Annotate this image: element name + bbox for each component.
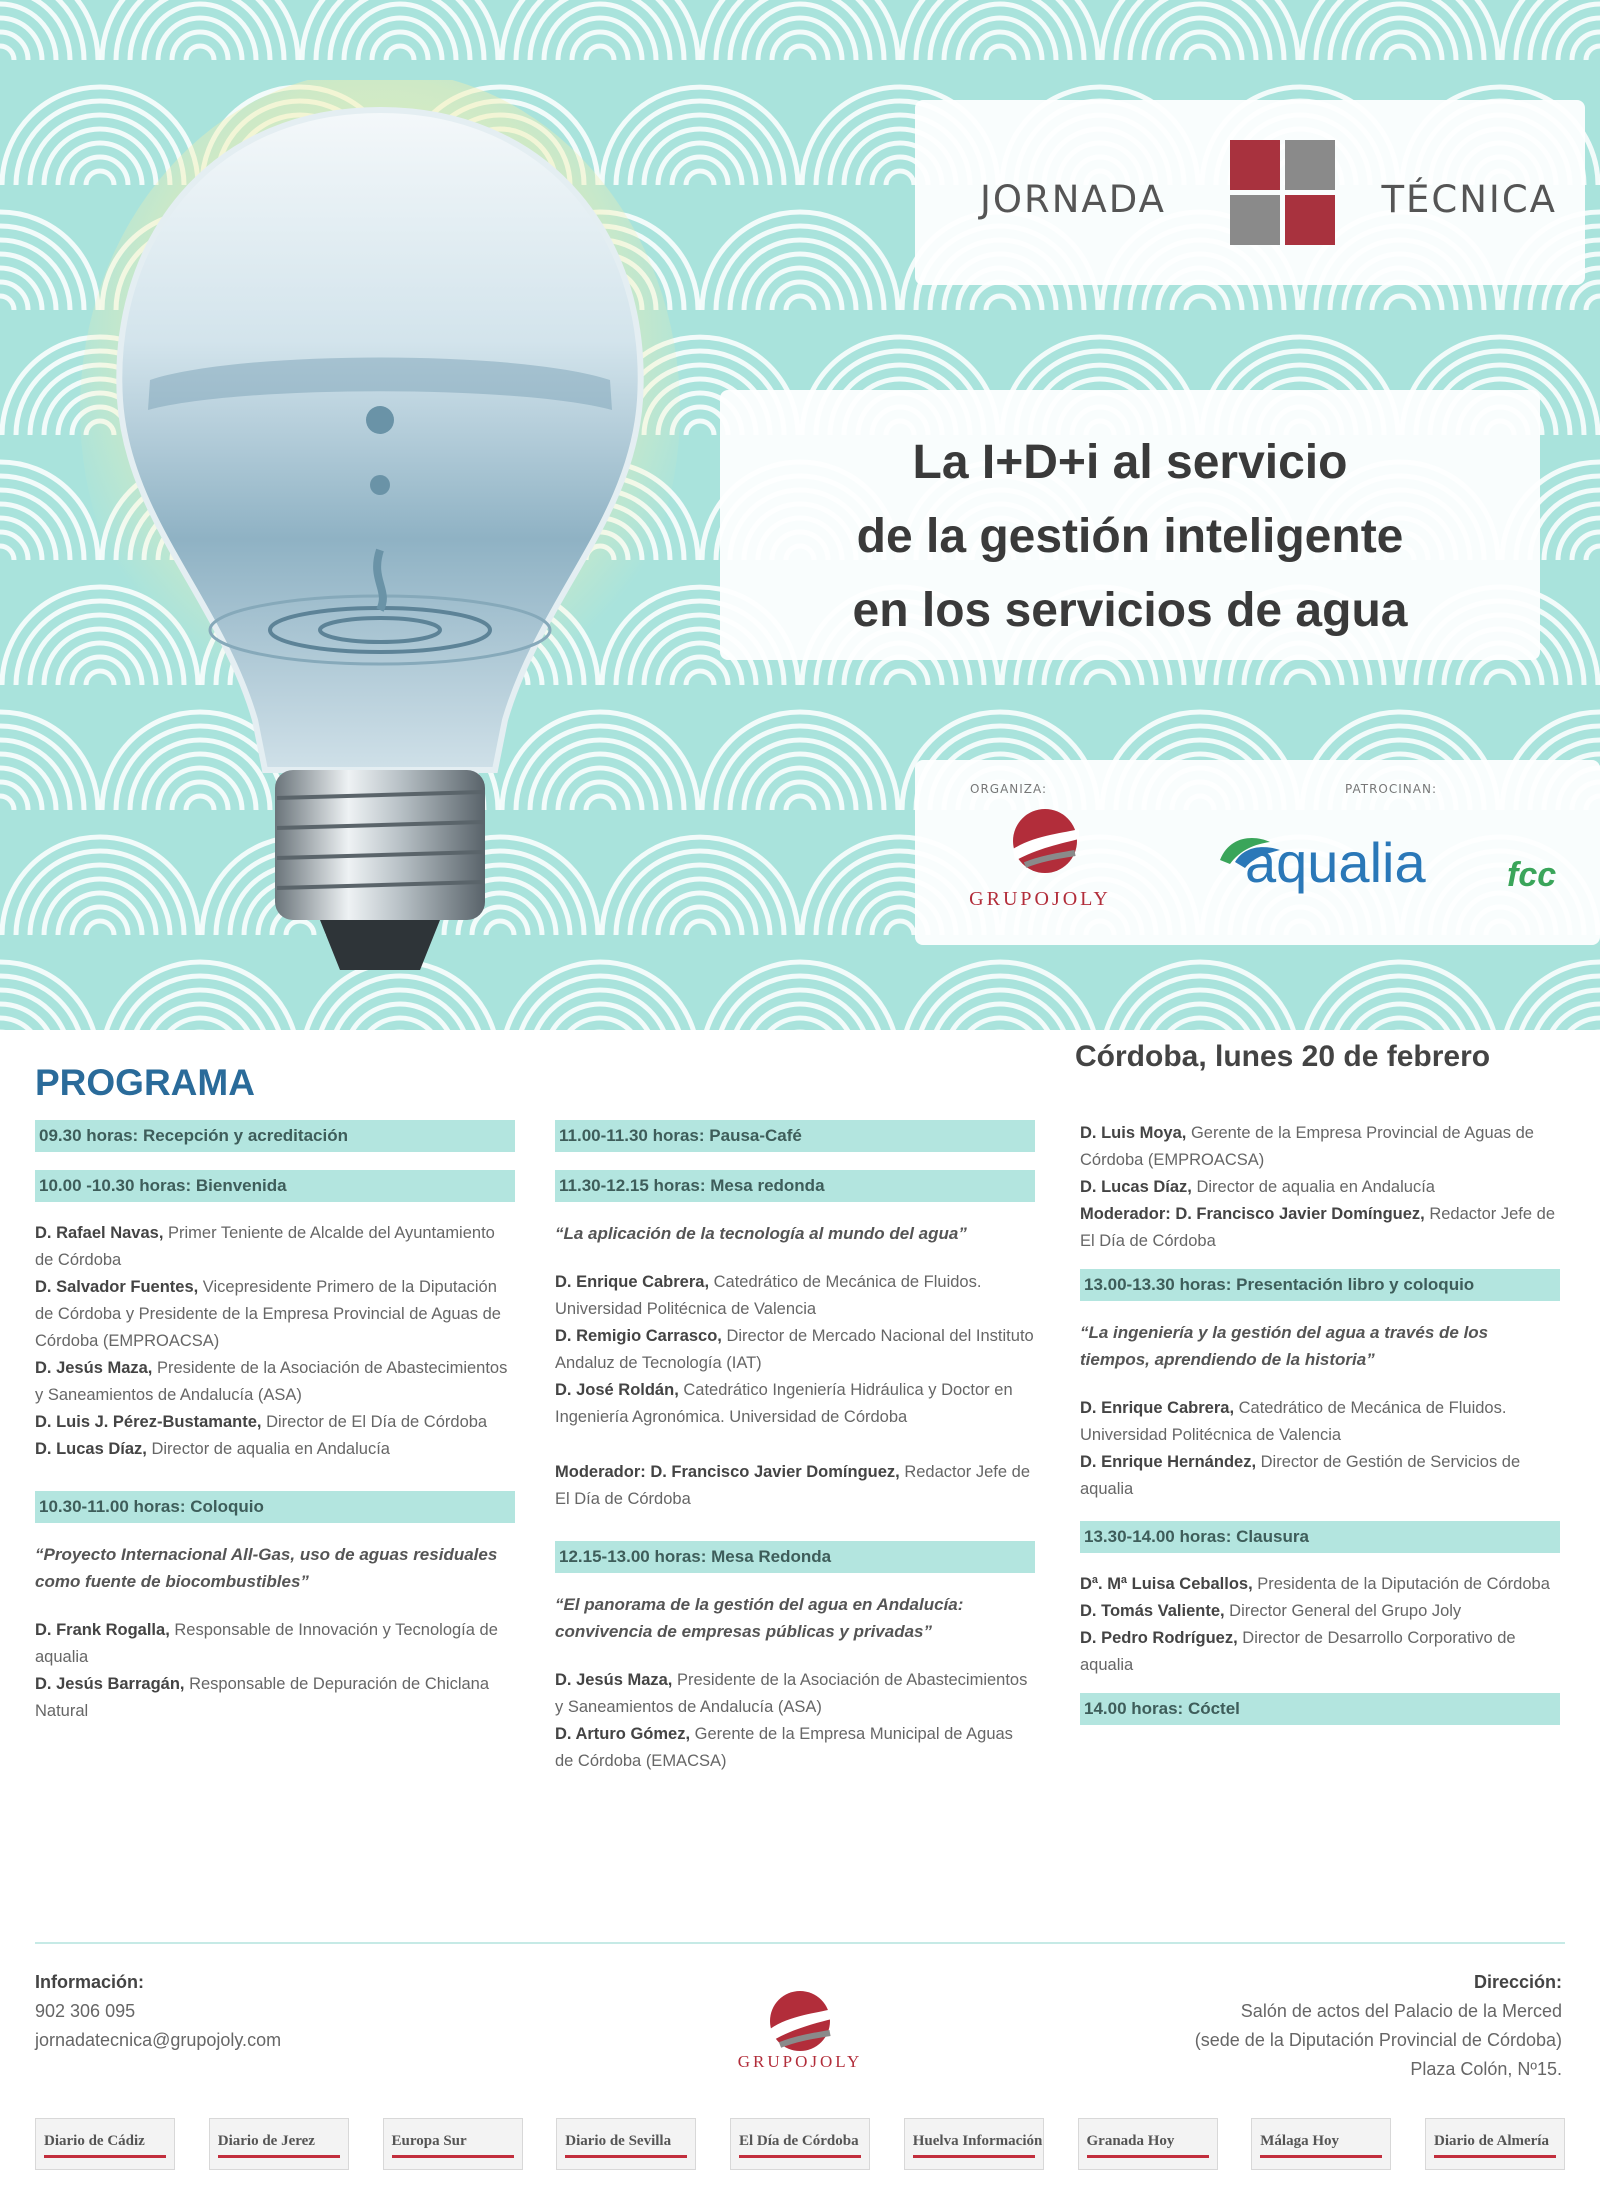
newspaper-accent-bar [1260,2155,1382,2158]
speaker-name: D. Frank Rogalla, [35,1621,170,1639]
speaker-role: Presidente de la Asociación de Abastecimientos y Saneamientos de Andalucía (ASA) [35,1359,508,1404]
moderator-label: Moderador: [555,1463,646,1481]
wave-swirl [702,712,898,810]
speaker-name: D. Tomás Valiente, [1080,1602,1225,1620]
event-title: La I+D+i al servicio de la gestión inteligente en los servicios de agua [852,436,1408,637]
newspaper-accent-bar [1434,2155,1556,2158]
newspaper-accent-bar [565,2155,687,2158]
wave-swirl [902,962,1098,1030]
session-topic: “Proyecto Internacional All-Gas, uso de aguas residuales como fuente de biocombustibles” [35,1545,498,1591]
moderator-role: Redactor Jefe de El Día de Córdoba [555,1463,1030,1508]
speaker-role: Primer Teniente de Alcalde del Ayuntamiento de Córdoba [35,1224,495,1269]
speaker-name: D. José Roldán, [555,1381,679,1399]
wave-swirl [702,212,898,310]
newspaper-name: Europa Sur [391,2133,467,2149]
newspaper-name: Diario de Jerez [217,2133,315,2149]
patrocina-label: PATROCINAN: [1345,782,1437,796]
speaker-name: D. Jesús Maza, [35,1359,153,1377]
program-column-1 [35,1120,515,1725]
fcc-wordmark: fcc [1507,856,1557,894]
moderator-block [555,1459,1035,1513]
speaker-list [35,1220,515,1463]
speaker-list [1080,1395,1560,1503]
organiza-label: ORGANIZA: [970,782,1048,796]
speaker-list [1080,1571,1560,1679]
speaker-name: D. Jesús Barragán, [35,1675,185,1693]
newspaper-logo [904,2118,1044,2170]
speaker-role: Director de Mercado Nacional del Instituto Andaluz de Tecnología (IAT) [555,1327,1034,1372]
newspaper-accent-bar [44,2155,166,2158]
newspaper-name: Diario de Cádiz [44,2133,145,2149]
speaker-role: Catedrático de Mecánica de Fluidos. Universidad Politécnica de Valencia [1080,1399,1507,1444]
speaker-role: Gerente de la Empresa Provincial de Aguas de Córdoba (EMPROACSA) [1080,1124,1534,1169]
info-label: Información: [35,1972,145,1992]
info-block [35,1968,281,2055]
schedule-item-header: 12.15-13.00 horas: Mesa Redonda [555,1541,1035,1573]
speaker-name: D. Lucas Díaz, [35,1440,147,1458]
newspaper-name: Diario de Almería [1434,2133,1549,2149]
speaker-role: Director de El Día de Córdoba [261,1413,488,1431]
session-topic: “La ingeniería y la gestión del agua a través de los tiempos, aprendiendo de la historia” [1080,1323,1489,1369]
speaker-list [555,1269,1035,1431]
speaker-name: D. Remigio Carrasco, [555,1327,722,1345]
speaker-name: D. Enrique Cabrera, [1080,1399,1235,1417]
event-date: Córdoba, lunes 20 de febrero [1075,1040,1491,1073]
newspaper-logos [35,2118,1565,2174]
info-phone: 902 306 095 [35,2001,136,2021]
newspaper-logo [1425,2118,1565,2170]
speaker-role: Vicepresidente Primero de la Diputación de Córdoba y Presidente de la Empresa Provincial de Aguas de Córdoba (EMPROACSA) [35,1278,501,1350]
address-block [922,1968,1562,2084]
address-line: Salón de actos del Palacio de la Merced [1240,2001,1562,2021]
program-column-2 [555,1120,1035,1775]
spacer [555,1431,1035,1459]
wave-swirl [1102,0,1298,60]
wave-swirl [0,0,98,60]
session-topic: “La aplicación de la tecnología al mundo del agua” [555,1224,967,1243]
wave-swirl [902,0,1098,60]
speaker-name: D. Enrique Hernández, [1080,1453,1257,1471]
moderator-name: D. Francisco Javier Domínguez, [645,1463,900,1481]
session-topic: “El panorama de la gestión del agua en Andalucía: convivencia de empresas públicas y privadas” [555,1595,964,1641]
schedule-item-header: 13.30-14.00 horas: Clausura [1080,1521,1560,1553]
newspaper-accent-bar [1087,2155,1209,2158]
speaker-role: Director de Gestión de Servicios de aqualia [1080,1453,1521,1498]
wave-swirl [1302,962,1498,1030]
speaker-name: D. Salvador Fuentes, [35,1278,199,1296]
wave-swirl [502,0,698,60]
newspaper-logo [556,2118,696,2170]
speaker-name: D. Arturo Gómez, [555,1725,691,1743]
newspaper-name: Granada Hoy [1086,2133,1175,2149]
hero-banner [0,0,1600,1030]
speaker-role: Gerente de la Empresa Municipal de Aguas de Córdoba (EMACSA) [555,1725,1013,1770]
schedule-item-header: 13.00-13.30 horas: Presentación libro y coloquio [1080,1269,1560,1301]
address-line: Plaza Colón, Nº15. [1410,2059,1562,2079]
speaker-name: D. Pedro Rodríguez, [1080,1629,1238,1647]
newspaper-logo [383,2118,523,2170]
speaker-name: D. Rafael Navas, [35,1224,164,1242]
footer-divider [35,1942,1565,1944]
spacer [1080,1503,1560,1521]
water-lightbulb-illustration [80,80,680,1010]
schedule-item-header: 11.30-12.15 horas: Mesa redonda [555,1170,1035,1202]
speaker-role: Responsable de Depuración de Chiclana Natural [35,1675,490,1720]
address-label: Dirección: [1473,1972,1562,1992]
spacer [1080,1255,1560,1269]
newspaper-accent-bar [392,2155,514,2158]
grupojoly-footer-wordmark: GRUPOJOLY [737,2052,863,2071]
address-line: (sede de la Diputación Provincial de Córdoba) [1194,2030,1562,2050]
schedule-item-header: 10.00 -10.30 horas: Bienvenida [35,1170,515,1202]
program-column-3 [1080,1120,1560,1743]
speaker-name: D. Luis Moya, [1080,1124,1187,1142]
speaker-list [555,1667,1035,1775]
newspaper-name: El Día de Córdoba [739,2133,859,2149]
aqualia-wordmark: aqualia [1245,831,1426,894]
schedule-item-header: 10.30-11.00 horas: Coloquio [35,1491,515,1523]
programa-heading: PROGRAMA [35,1062,255,1103]
schedule-item-header: 09.30 horas: Recepción y acreditación [35,1120,515,1152]
speaker-list [35,1617,515,1725]
speaker-role: Director General del Grupo Joly [1224,1602,1462,1620]
squares-logo [1230,140,1335,245]
speaker-list [1080,1120,1560,1255]
wave-swirl [1302,0,1498,60]
jornada-tecnica-header [915,100,1585,285]
wave-swirl [1502,962,1600,1030]
moderator-name: D. Francisco Javier Domínguez, [1170,1205,1425,1223]
spacer [555,1513,1035,1541]
speaker-role: Director de aqualia en Andalucía [146,1440,390,1458]
speaker-name: D. Luis J. Pérez-Bustamante, [35,1413,262,1431]
newspaper-logo [1251,2118,1391,2170]
wave-swirl [1502,0,1600,60]
newspaper-accent-bar [739,2155,861,2158]
speaker-role: Catedrático Ingeniería Hidráulica y Doctor en Ingeniería Agronómica. Universidad de Córdoba [555,1381,1013,1426]
schedule-item-header: 11.00-11.30 horas: Pausa-Café [555,1120,1035,1152]
newspaper-name: Málaga Hoy [1260,2133,1339,2149]
newspaper-accent-bar [218,2155,340,2158]
speaker-role: Presidente de la Asociación de Abastecimientos y Saneamientos de Andalucía (ASA) [555,1671,1028,1716]
wave-swirl [1102,962,1298,1030]
speaker-role: Catedrático de Mecánica de Fluidos. Universidad Politécnica de Valencia [555,1273,982,1318]
tecnica-label: TÉCNICA [1381,178,1557,221]
spacer [1080,1679,1560,1693]
sponsors-panel [915,760,1600,945]
newspaper-logo [35,2118,175,2170]
speaker-role: Responsable de Innovación y Tecnología de aqualia [35,1621,498,1666]
speaker-name: Dª. Mª Luisa Ceballos, [1080,1575,1253,1593]
speaker-role: Presidenta de la Diputación de Córdoba [1252,1575,1550,1593]
speaker-name: D. Lucas Díaz, [1080,1178,1192,1196]
spacer [35,1463,515,1491]
moderator-role: Redactor Jefe de El Día de Córdoba [1080,1205,1555,1250]
moderator-label: Moderador: [1080,1205,1171,1223]
speaker-role: Director de Desarrollo Corporativo de aqualia [1080,1629,1516,1674]
speaker-role: Director de aqualia en Andalucía [1191,1178,1435,1196]
wave-swirl [702,0,898,60]
newspaper-accent-bar [913,2155,1035,2158]
wave-swirl [702,962,898,1030]
newspaper-name: Diario de Sevilla [565,2133,672,2149]
newspaper-logo [730,2118,870,2170]
speaker-name: D. Enrique Cabrera, [555,1273,710,1291]
newspaper-name: Huelva Información [912,2133,1043,2149]
event-title-panel [720,390,1540,660]
speaker-name: D. Jesús Maza, [555,1671,673,1689]
newspaper-logo [209,2118,349,2170]
wave-swirl [102,0,298,60]
jornada-label: JORNADA [980,178,1166,221]
info-email: jornadatecnica@grupojoly.com [35,2030,282,2050]
newspaper-logo [1078,2118,1218,2170]
grupojoly-logo-icon [985,805,1105,875]
wave-swirl [302,0,498,60]
schedule-item-header: 14.00 horas: Cóctel [1080,1693,1560,1725]
grupojoly-wordmark: GRUPOJOLY [969,888,1111,910]
